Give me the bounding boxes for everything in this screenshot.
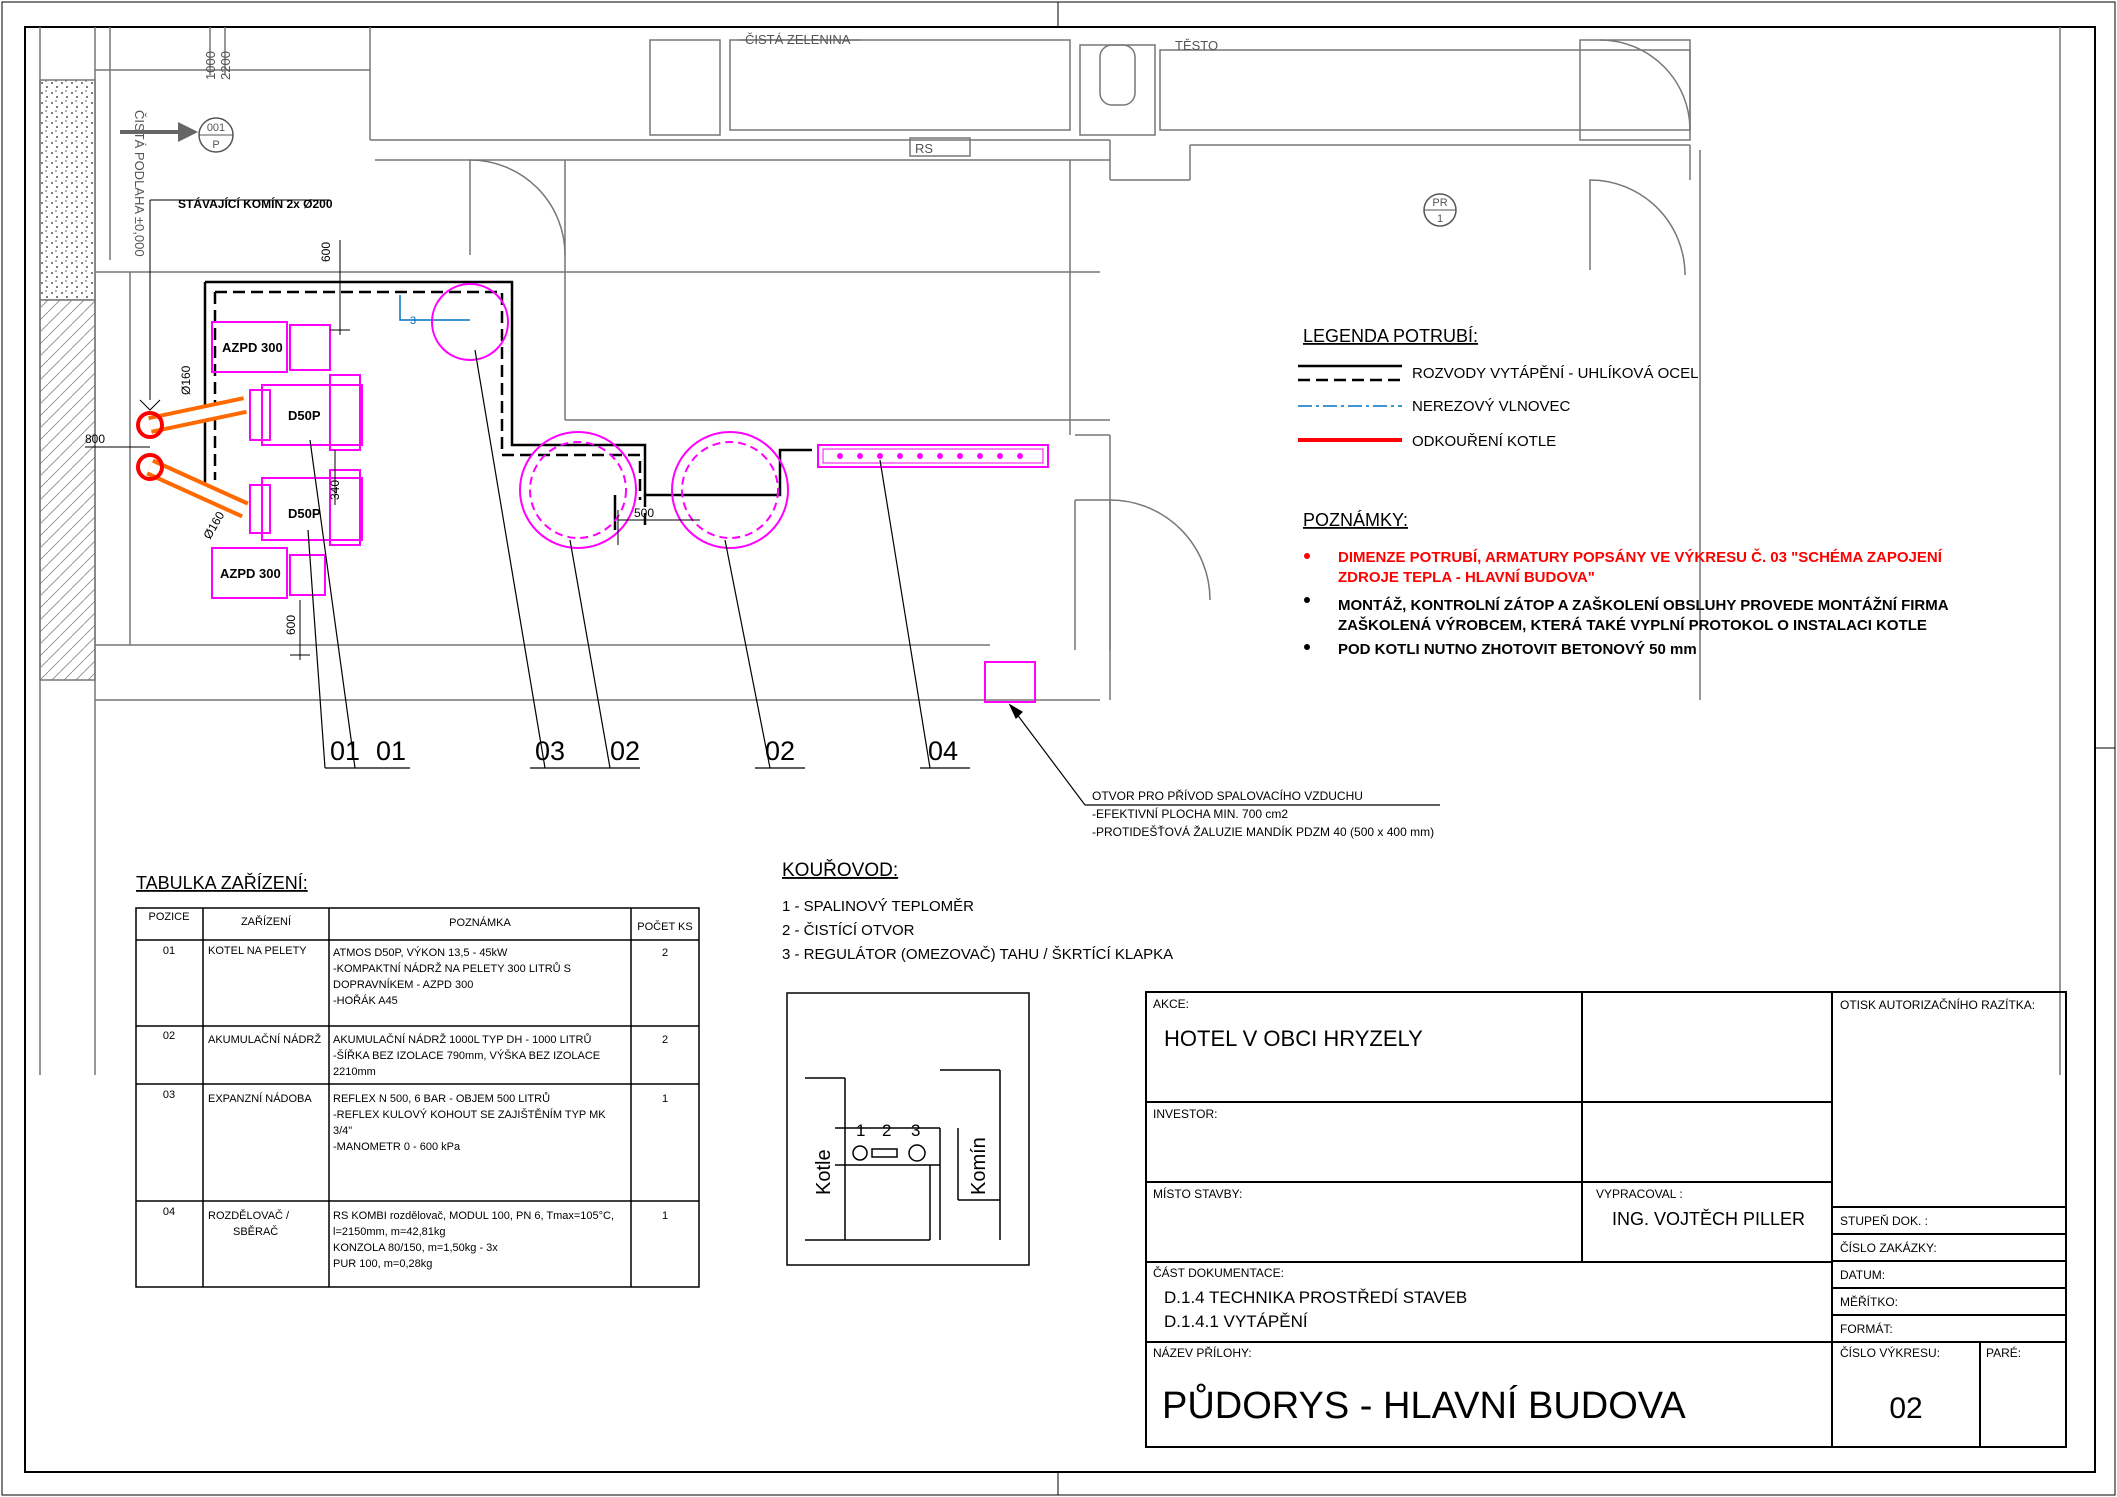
svg-text:KONZOLA 80/150, m=1,50kg - 3x: KONZOLA 80/150, m=1,50kg - 3x (333, 1242, 498, 1254)
boiler-bottom-label: D50P (288, 506, 321, 521)
svg-text:RS KOMBI rozdělovač, MODUL 100: RS KOMBI rozdělovač, MODUL 100, PN 6, Tmax=105°C, (333, 1210, 615, 1222)
akce-label: AKCE: (1153, 997, 1190, 1011)
svg-text:EXPANZNÍ NÁDOBA: EXPANZNÍ NÁDOBA (208, 1093, 312, 1105)
svg-text:-KOMPAKTNÍ NÁDRŽ NA PELETY 300: -KOMPAKTNÍ NÁDRŽ NA PELETY 300 LITRŮ S (333, 963, 571, 975)
wall-dim-1000: 1000 (203, 51, 218, 80)
svg-text:ATMOS D50P, VÝKON 13,5 - 45kW: ATMOS D50P, VÝKON 13,5 - 45kW (333, 947, 508, 959)
callout-numbers (330, 736, 958, 766)
detail-num-3: 3 (911, 1121, 921, 1140)
section-ref-number: 001 (206, 122, 226, 134)
table-row (163, 945, 668, 1007)
table-header (149, 911, 693, 933)
svg-text:2: 2 (661, 1034, 669, 1046)
svg-text:3/4": 3/4" (333, 1125, 353, 1137)
callout-01-b: 01 (376, 736, 407, 766)
room-label-zelenina: ČISTÁ ZELENINA (745, 32, 851, 47)
pr-ref-top: PR (1432, 197, 1448, 209)
col-pozice: POZICE (148, 911, 190, 923)
svg-text:-PROTIDEŠŤOVÁ ŽALUZIE MANDÍK P: -PROTIDEŠŤOVÁ ŽALUZIE MANDÍK PDZM 40 (500 x 400 mm) (1092, 825, 1435, 839)
wall-dim-2200: 2200 (218, 51, 233, 80)
svg-text:04: 04 (162, 1206, 176, 1218)
dim-600-top: 600 (319, 241, 333, 262)
table-row (163, 1030, 668, 1078)
table-title: TABULKA ZAŘÍZENÍ: (136, 873, 308, 893)
callout-02-b: 02 (765, 736, 796, 766)
akce-value: HOTEL V OBCI HRYZELY (1164, 1026, 1423, 1051)
section-ref-letter: P (212, 139, 220, 151)
callout-04: 04 (928, 736, 959, 766)
dim-d160-a: Ø160 (179, 365, 193, 395)
note-1-line-2: ZDROJE TEPLA - HLAVNÍ BUDOVA" (1338, 569, 1595, 586)
room-label-testo: TĚSTO (1175, 38, 1219, 53)
svg-text:-MANOMETR 0 - 600 kPa: -MANOMETR 0 - 600 kPa (333, 1141, 461, 1153)
callout-02-a: 02 (610, 736, 641, 766)
investor-label: INVESTOR: (1153, 1107, 1218, 1121)
flue-item-1: 1 - SPALINOVÝ TEPLOMĚR (782, 898, 975, 915)
detail-komin-label: Komín (968, 1137, 990, 1195)
nazev-label: NÁZEV PŘÍLOHY: (1153, 1346, 1252, 1360)
svg-text:1: 1 (661, 1210, 669, 1222)
legend-item-flue: ODKOUŘENÍ KOTLE (1412, 433, 1557, 450)
note-2-line-2: ZAŠKOLENÁ VÝROBCEM, KTERÁ TAKÉ VYPLNÍ PROTOKOL O INSTALACI KOTLE (1338, 617, 1927, 634)
callout-leaders (308, 350, 1440, 805)
vypracoval-label: VYPRACOVAL : (1596, 1187, 1683, 1201)
table-row (163, 1089, 668, 1153)
vypracoval-value: ING. VOJTĚCH PILLER (1612, 1209, 1806, 1229)
bullet-icon (1304, 644, 1310, 650)
detail-kotle-label: Kotle (813, 1149, 835, 1195)
svg-text:SBĚRAČ: SBĚRAČ (233, 1226, 279, 1238)
dim-d160-b: Ø160 (200, 509, 228, 542)
note-2-line-1: MONTÁŽ, KONTROLNÍ ZÁTOP A ZAŠKOLENÍ OBSLUHY PROVEDE MONTÁŽNÍ FIRMA (1338, 597, 1949, 614)
flue-item-2: 2 - ČISTÍCÍ OTVOR (782, 922, 915, 939)
cast-value-2: D.1.4.1 VYTÁPĚNÍ (1164, 1312, 1308, 1331)
bullet-icon (1304, 597, 1310, 603)
svg-text:-REFLEX KULOVÝ KOHOUT SE ZAJIŠ: -REFLEX KULOVÝ KOHOUT SE ZAJIŠTĚNÍM TYP MK (333, 1109, 606, 1121)
dim-800: 800 (85, 432, 106, 446)
note-1-line-1: DIMENZE POTRUBÍ, ARMATURY POPSÁNY VE VÝKRESU Č. 03 "SCHÉMA ZAPOJENÍ (1338, 549, 1942, 566)
flue-item-3: 3 - REGULÁTOR (OMEZOVAČ) TAHU / ŠKRTÍCÍ KLAPKA (782, 946, 1174, 963)
dim-600-bottom: 600 (284, 614, 298, 635)
nazev-value: PŮDORYS - HLAVNÍ BUDOVA (1162, 1385, 1686, 1427)
callout-03: 03 (535, 736, 566, 766)
svg-text:REFLEX N 500, 6 BAR - OBJEM 50: REFLEX N 500, 6 BAR - OBJEM 500 LITRŮ (333, 1093, 551, 1105)
table-row (163, 1206, 668, 1270)
detail-num-1: 1 (856, 1121, 866, 1140)
note-3-line-1: POD KOTLI NUTNO ZHOTOVIT BETONOVÝ 50 mm (1338, 641, 1697, 658)
azpd-top-label: AZPD 300 (222, 340, 283, 355)
sheet-frame (2, 2, 2115, 1495)
air-opening-note (1092, 788, 1434, 839)
svg-text:AKUMULAČNÍ NÁDRŽ: AKUMULAČNÍ NÁDRŽ (208, 1034, 322, 1046)
cast-label: ČÁST DOKUMENTACE: (1153, 1266, 1284, 1280)
stupen-label: STUPEŇ DOK. : (1840, 1214, 1929, 1228)
pr-ref-bottom: 1 (1436, 213, 1444, 225)
svg-text:KOTEL NA PELETY: KOTEL NA PELETY (208, 945, 307, 957)
detail-num-2: 2 (882, 1121, 892, 1140)
svg-text:02: 02 (162, 1030, 176, 1042)
callout-01-a: 01 (330, 736, 361, 766)
title-block (1153, 997, 2035, 1427)
svg-text:DOPRAVNÍKEM - AZPD 300: DOPRAVNÍKEM - AZPD 300 (333, 979, 474, 991)
svg-text:2: 2 (661, 947, 669, 959)
zakazka-label: ČÍSLO ZAKÁZKY: (1840, 1241, 1937, 1255)
azpd-bottom-label: AZPD 300 (220, 566, 281, 581)
dimension-lines (85, 200, 700, 660)
meritko-label: MĚŘÍTKO: (1840, 1295, 1899, 1309)
svg-text:-ŠÍŘKA BEZ IZOLACE 790mm, VÝŠK: -ŠÍŘKA BEZ IZOLACE 790mm, VÝŠKA BEZ IZOLACE (333, 1050, 601, 1062)
svg-text:PUR 100, m=0,28kg: PUR 100, m=0,28kg (333, 1258, 433, 1270)
cislo-label: ČÍSLO VÝKRESU: (1840, 1346, 1941, 1360)
svg-text:2210mm: 2210mm (333, 1066, 376, 1078)
svg-text:01: 01 (162, 945, 176, 957)
pare-label: PARÉ: (1986, 1346, 2022, 1360)
expansion-tag: 3 (410, 315, 417, 327)
svg-text:03: 03 (162, 1089, 176, 1101)
datum-label: DATUM: (1840, 1268, 1886, 1282)
cast-value-1: D.1.4 TECHNIKA PROSTŘEDÍ STAVEB (1164, 1288, 1468, 1307)
notes-list (1304, 548, 1949, 658)
bullet-icon (1304, 553, 1310, 559)
chimney-label: STÁVAJÍCÍ KOMÍN 2x Ø200 (178, 197, 333, 211)
svg-text:AKUMULAČNÍ NÁDRŽ 1000L TYP DH: AKUMULAČNÍ NÁDRŽ 1000L TYP DH - 1000 LITRŮ (333, 1034, 592, 1046)
misto-label: MÍSTO STAVBY: (1153, 1187, 1243, 1201)
format-label: FORMÁT: (1840, 1322, 1893, 1336)
svg-text:-EFEKTIVNÍ PLOCHA MIN. 700 cm2: -EFEKTIVNÍ PLOCHA MIN. 700 cm2 (1092, 807, 1289, 821)
boiler-top-label: D50P (288, 408, 321, 423)
flue-detail (787, 993, 1029, 1265)
room-label-rs: RS (915, 141, 934, 156)
svg-text:ROZDĚLOVAČ /: ROZDĚLOVAČ / (208, 1210, 290, 1222)
col-poznamka: POZNÁMKA (449, 917, 511, 929)
stamp-label: OTISK AUTORIZAČNÍHO RAZÍTKA: (1840, 998, 2036, 1012)
dim-340: 340 (328, 479, 342, 500)
distributor-ports (837, 453, 1023, 459)
cislo-value: 02 (1889, 1392, 1923, 1425)
legend-symbols (1298, 366, 1402, 440)
col-pocet: POČET KS (637, 921, 693, 933)
svg-text:l=2150mm, m=42,81kg: l=2150mm, m=42,81kg (333, 1226, 446, 1238)
floor-level-label: ČISTÁ PODLAHA ±0,000 (132, 110, 147, 257)
svg-text:OTVOR PRO PŘÍVOD SPALOVACÍHO V: OTVOR PRO PŘÍVOD SPALOVACÍHO VZDUCHU (1092, 789, 1363, 803)
flue-pipes (138, 405, 245, 510)
flue-title: KOUŘOVOD: (782, 860, 899, 881)
col-zarizeni: ZAŘÍZENÍ (240, 916, 292, 928)
legend-item-hose: NEREZOVÝ VLNOVEC (1412, 398, 1571, 415)
legend-item-steel: ROZVODY VYTÁPĚNÍ - UHLÍKOVÁ OCEL (1412, 365, 1699, 382)
svg-text:-HOŘÁK A45: -HOŘÁK A45 (333, 995, 398, 1007)
notes-title: POZNÁMKY: (1303, 510, 1409, 530)
svg-text:1: 1 (661, 1093, 669, 1105)
dim-500: 500 (634, 506, 655, 520)
legend-title: LEGENDA POTRUBÍ: (1303, 326, 1479, 346)
